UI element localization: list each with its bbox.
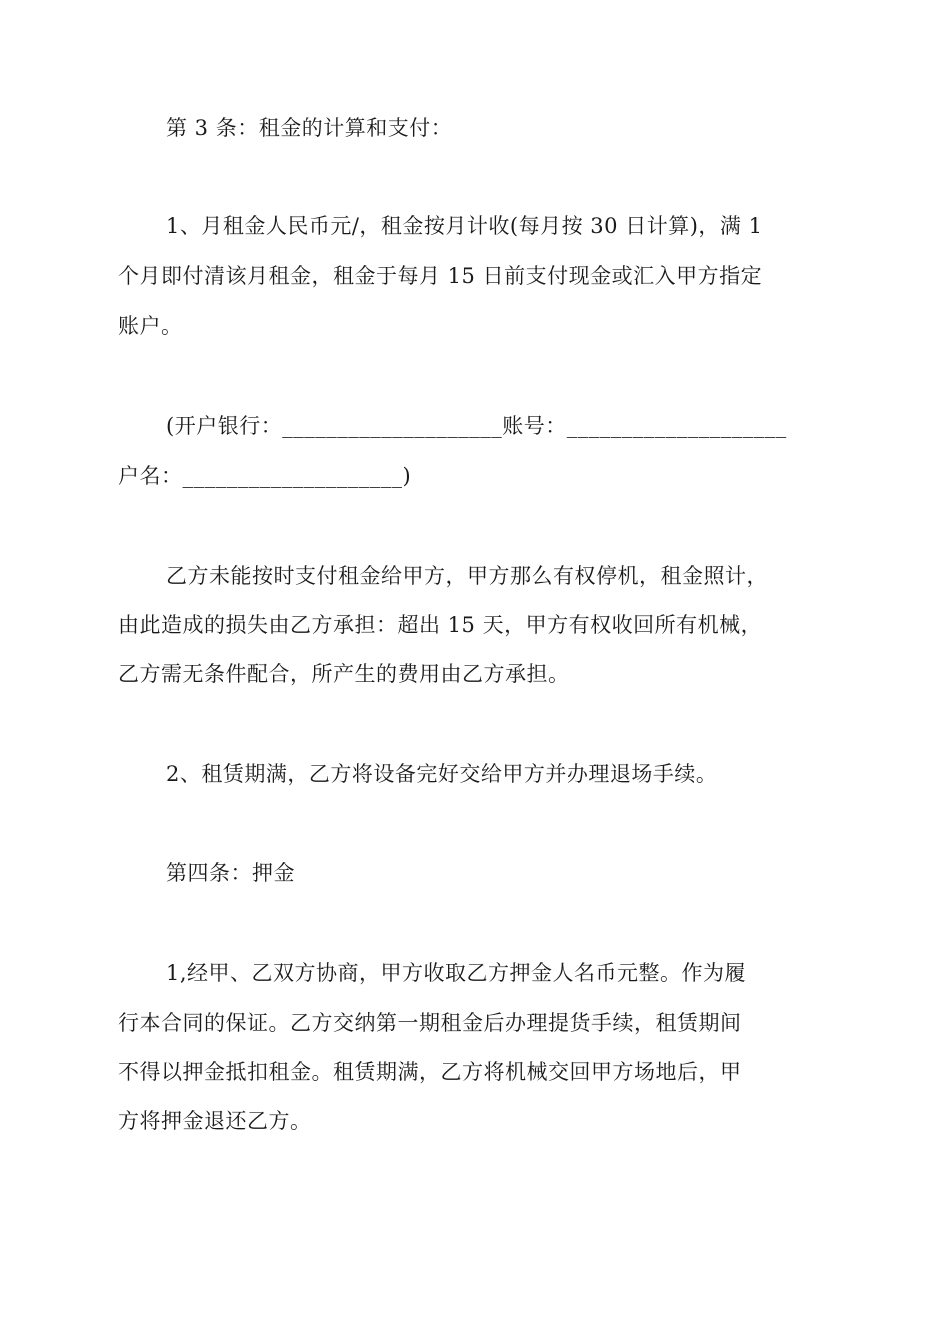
paragraph-2-line-1: 乙方未能按时支付租金给甲方，甲方那么有权停机，租金照计， — [166, 564, 768, 588]
paragraph-1-line-1: 1、月租金人民币元/，租金按月计收(每月按 30 日计算)，满 1 — [166, 214, 763, 238]
paragraph-2-line-2: 由此造成的损失由乙方承担：超出 15 天，甲方有权收回所有机械， — [118, 613, 763, 637]
paragraph-3-line-1: 2、租赁期满，乙方将设备完好交给甲方并办理退场手续。 — [166, 762, 718, 786]
paragraph-4-line-1: 1,经甲、乙双方协商，甲方收取乙方押金人名币元整。作为履 — [166, 961, 747, 985]
article-4-heading: 第四条：押金 — [166, 861, 295, 885]
paragraph-2-line-3: 乙方需无条件配合，所产生的费用由乙方承担。 — [118, 662, 570, 686]
paragraph-1-line-3: 账户。 — [118, 314, 183, 338]
paragraph-4-line-2: 行本合同的保证。乙方交纳第一期租金后办理提货手续，租赁期间 — [118, 1011, 742, 1035]
article-3-heading: 第 3 条：租金的计算和支付： — [166, 116, 453, 140]
bank-info-line-1: (开户银行：____________________账号：____________________ — [166, 414, 787, 438]
paragraph-4-line-4: 方将押金退还乙方。 — [118, 1109, 312, 1133]
bank-info-line-2: 户名：____________________) — [118, 464, 412, 488]
paragraph-4-line-3: 不得以押金抵扣租金。租赁期满，乙方将机械交回甲方场地后，甲 — [118, 1060, 742, 1084]
paragraph-1-line-2: 个月即付清该月租金，租金于每月 15 日前支付现金或汇入甲方指定 — [118, 264, 763, 288]
